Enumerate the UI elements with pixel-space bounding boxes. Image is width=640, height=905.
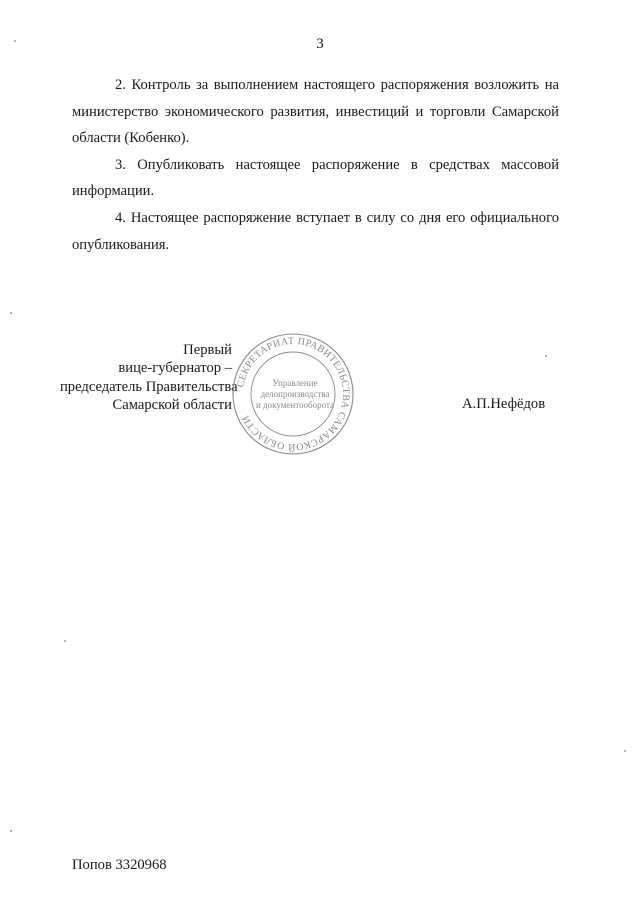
paragraph-publication: 3. Опубликовать настоящее распоряжение в средствах массовой информации.	[72, 156, 559, 200]
scan-speck	[10, 830, 12, 832]
scan-speck	[545, 355, 547, 357]
scan-speck	[64, 640, 66, 642]
seal-center-line: Управление	[272, 378, 318, 388]
signatory-name: А.П.Нефёдов	[462, 396, 546, 412]
scan-speck	[14, 40, 16, 42]
signatory-position	[60, 341, 238, 415]
signatory-position-line: Самарской области	[112, 397, 232, 414]
scan-speck	[10, 312, 12, 314]
paragraph-effective-date: 4. Настоящее распоряжение вступает в силу со дня его официального опубликования.	[72, 209, 559, 253]
official-seal	[230, 331, 356, 457]
signatory-position-line: вице-губернатор –	[118, 360, 232, 377]
order-body	[72, 72, 559, 258]
seal-center-line: делопроизводства	[260, 389, 330, 399]
seal-center-line: и документооборота	[255, 400, 335, 410]
executor-reference: Попов 3320968	[72, 857, 167, 873]
paragraph-control: 2. Контроль за выполнением настоящего распоряжения возложить на министерство экономического развития, инвестиций и торговли Самарской области (Кобенко).	[72, 77, 559, 147]
signatory-position-line: Первый	[183, 342, 232, 358]
seal-ring-text: СЕКРЕТАРИАТ ПРАВИТЕЛЬСТВА САМАРСКОЙ ОБЛАСТИ	[235, 335, 352, 453]
scan-speck	[624, 750, 626, 752]
signatory-position-line: председатель Правительства	[60, 378, 238, 395]
page-number: 3	[316, 36, 324, 52]
